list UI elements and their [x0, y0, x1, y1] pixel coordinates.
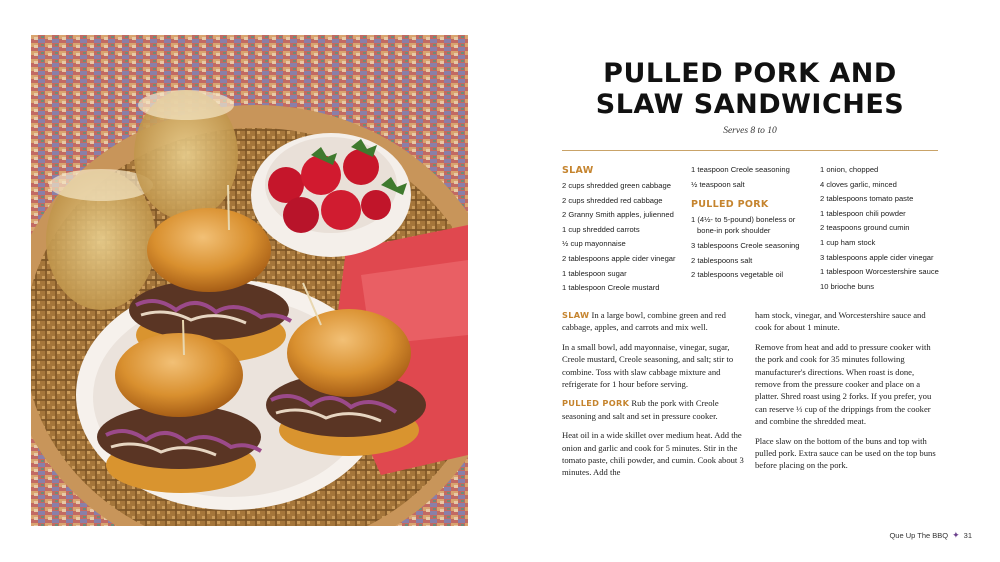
slaw-method-label: SLAW [562, 310, 590, 320]
ingredient-item: 1 tablespoon sugar [562, 268, 627, 278]
serves-text: Serves 8 to 10 [723, 126, 777, 136]
ingredient-item: 2 tablespoons apple cider vinegar [562, 253, 676, 263]
ingredient-item: 2 Granny Smith apples, julienned [562, 210, 674, 220]
ingredient-item: 1 onion, chopped [820, 165, 879, 174]
title-line-1: PULLED PORK AND [603, 58, 897, 89]
ingredients-column-3 [820, 163, 940, 294]
ingredient-item: 3 tablespoons apple cider vinegar [820, 252, 934, 262]
method-paragraph: Remove from heat and add to pressure cooker with the pork and cook for 35 minutes following manufacturer's directions. When roast is done, remove from the pressure cooker and place on a platter. Shred roast using 2 forks. If you prefer, you can reserve ⅓ cup of the drippings from the cooker and combine the shredded meat. [755, 341, 932, 427]
ingredient-item: 1 tablespoon chili powder [820, 208, 906, 218]
ingredient-item: 1 (4½- to 5-pound) boneless or bone-in pork shoulder [691, 215, 796, 236]
method-paragraph [562, 309, 744, 334]
star-icon: ✦ [952, 530, 960, 540]
pork-method-label: PULLED PORK [562, 398, 630, 409]
method-text: Rub the pork with Creole seasoning and salt and set in pressure cooker. [562, 398, 719, 421]
ingredient-item: 1 cup shredded carrots [562, 224, 640, 234]
book-title: Que Up The BBQ [889, 531, 949, 540]
method-paragraph: Heat oil in a wide skillet over medium heat. Add the onion and garlic and cook for 5 minutes. Stir in the tomato paste, chili powder, and cumin. Cook about 3 minutes. Add the [562, 430, 744, 478]
divider-rule [562, 150, 938, 151]
method-paragraph: Place slaw on the bottom of the buns and top with pulled pork. Extra sauce can be used on the top buns before placing on the pork. [755, 435, 936, 471]
ingredient-item: 2 tablespoons vegetable oil [691, 270, 784, 280]
method-paragraph [562, 397, 744, 422]
ingredient-item: 4 cloves garlic, minced [820, 179, 897, 189]
ingredient-item: 10 brioche buns [820, 281, 875, 291]
slaw-heading: SLAW [562, 165, 594, 176]
page-number: 31 [963, 531, 972, 540]
ingredient-item: 1 cup ham stock [820, 237, 876, 247]
ingredient-item: 1 tablespoon Worcestershire sauce [820, 267, 939, 277]
method-paragraph: In a small bowl, add mayonnaise, vinegar, sugar, Creole mustard, Creole seasoning, and salt; stir to combine. Toss with slaw cabbage mixture and refrigerate for 1 hour before serving. [562, 341, 734, 390]
method-column-1 [562, 309, 744, 486]
recipe-photo [31, 35, 468, 526]
title-line-2: SLAW SANDWICHES [595, 89, 905, 120]
ingredient-item: 3 tablespoons Creole seasoning [691, 241, 800, 251]
ingredient-item: ½ cup mayonnaise [562, 239, 626, 249]
ingredient-item: 1 teaspoon Creole seasoning [691, 165, 790, 174]
ingredient-item: 2 tablespoons salt [691, 255, 753, 265]
ingredient-item: ½ teaspoon salt [691, 179, 745, 189]
method-column-2 [755, 309, 938, 479]
ingredient-item: 2 teaspoons ground cumin [820, 223, 910, 233]
method-text: In a large bowl, combine green and red cabbage, apples, and carrots and mix well. [562, 310, 726, 333]
page-footer [889, 531, 972, 540]
ingredient-item: 1 tablespoon Creole mustard [562, 283, 660, 293]
ingredient-item: 2 cups shredded green cabbage [562, 181, 671, 190]
method-paragraph: ham stock, vinegar, and Worcestershire sauce and cook for about 1 minute. [755, 310, 926, 333]
ingredients-column-2 [691, 163, 816, 283]
pulled-pork-heading: PULLED PORK [691, 199, 769, 211]
ingredient-item: 2 tablespoons tomato paste [820, 194, 914, 204]
recipe-title [560, 58, 940, 120]
ingredients-column-1 [562, 163, 687, 296]
ingredient-item: 2 cups shredded red cabbage [562, 195, 663, 205]
